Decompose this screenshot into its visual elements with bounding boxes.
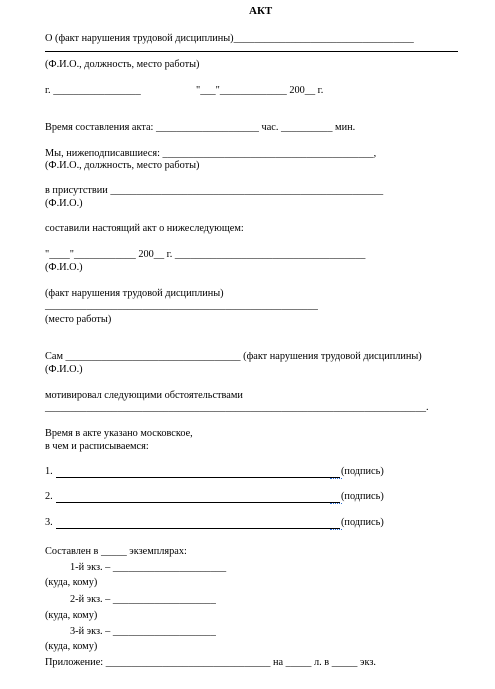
violation-full-rule	[45, 51, 458, 52]
document-title: АКТ	[249, 5, 273, 17]
violation-line: О (факт нарушения трудовой дисциплины)___________________________________	[45, 33, 414, 44]
copies-line: Составлен в _____ экземплярах:	[45, 546, 187, 557]
date-field: "___"_____________ 200__ г.	[196, 85, 324, 96]
person-caption-2: (Ф.И.О., должность, место работы)	[45, 160, 200, 171]
copy-2-label: 2-й экз. – ____________________	[70, 594, 216, 605]
signature-3-label: (подпись)	[341, 517, 384, 528]
presence-line: в присутствии _____________________________________________________	[45, 185, 384, 196]
moscow-time-line-1: Время в акте указано московское,	[45, 428, 193, 439]
fio-caption-1: (Ф.И.О.)	[45, 198, 83, 209]
moscow-time-line-2: в чем и расписываемся:	[45, 441, 149, 452]
fio-caption-2: (Ф.И.О.)	[45, 262, 83, 273]
workplace-caption: (место работы)	[45, 314, 112, 325]
copy-3-caption: (куда, кому)	[45, 641, 98, 652]
signature-3-number: 3.	[45, 517, 53, 528]
self-line: Сам __________________________________ (факт нарушения трудовой дисциплины)	[45, 351, 422, 362]
motivated-line: мотивировал следующими обстоятельствами	[45, 390, 243, 401]
motivated-blank: __________________________________________________________________________.	[45, 402, 429, 413]
copy-1-caption: (куда, кому)	[45, 577, 98, 588]
appendix-line: Приложение: ________________________________ на _____ л. в _____ экз.	[45, 657, 376, 668]
fact-blank: _____________________________________________________	[45, 300, 318, 311]
signature-2-number: 2.	[45, 491, 53, 502]
time-line: Время составления акта: ____________________ час. __________ мин.	[45, 122, 356, 133]
compiled-line: составили настоящий акт о нижеследующем:	[45, 223, 244, 234]
signature-3-line	[56, 528, 340, 529]
copy-2-caption: (куда, кому)	[45, 610, 98, 621]
signature-2-line	[56, 502, 340, 503]
person-caption: (Ф.И.О., должность, место работы)	[45, 59, 200, 70]
signature-1-number: 1.	[45, 466, 53, 477]
signature-1-label: (подпись)	[341, 466, 384, 477]
city-field: г. _________________	[45, 85, 141, 96]
undersigned-line: Мы, нижеподписавшиеся: _________________________________________,	[45, 148, 377, 159]
fio-caption-3: (Ф.И.О.)	[45, 364, 83, 375]
date-line: "____"____________ 200__ г. _____________________________________	[45, 249, 366, 260]
copy-1-label: 1-й экз. – ______________________	[70, 562, 227, 573]
fact-caption: (факт нарушения трудовой дисциплины)	[45, 288, 224, 299]
signature-2-label: (подпись)	[341, 491, 384, 502]
copy-3-label: 3-й экз. – ____________________	[70, 626, 216, 637]
signature-1-line	[56, 477, 340, 478]
